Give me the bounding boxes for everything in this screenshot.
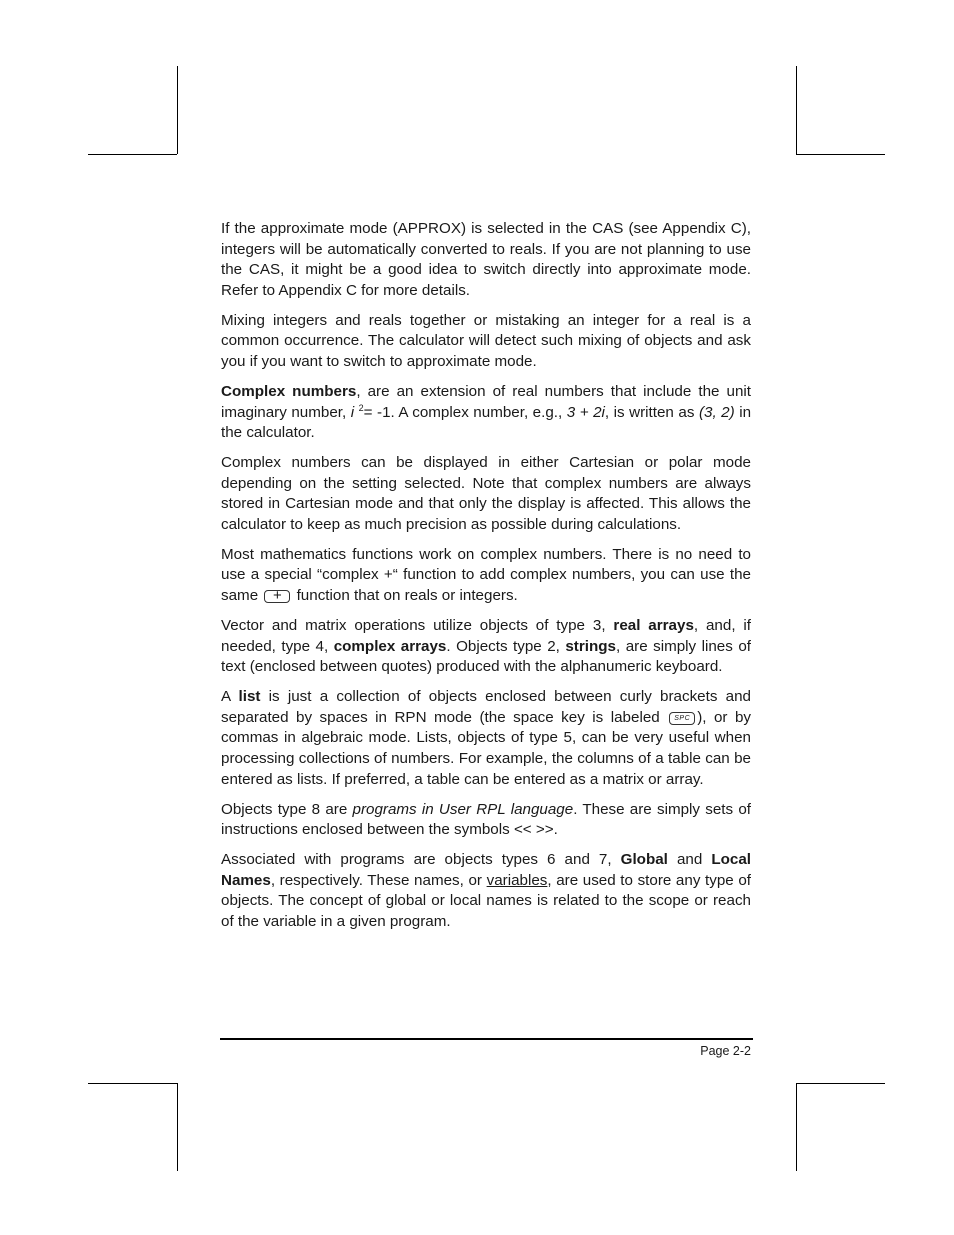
crop-mark-top-left-vertical [177, 66, 178, 154]
paragraph-names: Associated with programs are objects types 6 and 7, Global and Local Names, respectively. These names, or variables, are used to store any type of objects. The concept of global or local names is related to the scope or reach of the variable in a given program. [221, 851, 752, 930]
page-body [221, 219, 751, 942]
footer-rule [220, 1038, 753, 1040]
crop-mark-top-left-horizontal [88, 154, 177, 155]
crop-mark-bottom-left-vertical [177, 1083, 178, 1171]
page-number: Page 2-2 [700, 1044, 751, 1058]
term-complex-numbers: Complex numbers [221, 382, 357, 400]
term-global: Global [620, 851, 668, 869]
term-variables: variables [486, 871, 548, 889]
imaginary-unit: i [350, 403, 355, 421]
space-key-icon: SPC [669, 712, 695, 725]
paragraph-approx-mode: If the approximate mode (APPROX) is selected in the CAS (see Appendix C), integers will be automatically converted to reals. If you are not planning to use the CAS, it might be a good idea to switch directly into approximate mode. Refer to Appendix C for more details. [221, 220, 751, 299]
paragraph-complex-functions: Most mathematics functions work on complex numbers. There is no need to use a special “complex +“ function to add complex numbers, you can use the same + function that on reals or integers. [221, 545, 751, 605]
paragraph-programs: Objects type 8 are programs in User RPL language. These are simply sets of instructions enclosed between the symbols << >>. [221, 800, 751, 839]
term-list: list [238, 688, 261, 706]
term-real-arrays: real arrays [613, 617, 694, 635]
term-strings: strings [565, 637, 616, 655]
term-local-names: Local Names [221, 851, 751, 889]
crop-mark-bottom-right-horizontal [796, 1083, 885, 1084]
crop-mark-top-right-vertical [796, 66, 797, 154]
crop-mark-bottom-left-horizontal [88, 1083, 177, 1084]
complex-pair: (3, 2) [698, 403, 735, 421]
paragraph-lists: A list is just a collection of objects enclosed between curly brackets and separated by spaces in RPN mode (the space key is labeled SPC ), or by commas in algebraic mode. Lists, objects of type 5, can be very useful when processing collections of numbers. For example, the columns of a table can be entered as lists. If preferred, a table can be entered as a matrix or array. [221, 688, 751, 788]
term-complex-arrays: complex arrays [333, 637, 447, 655]
paragraph-complex-numbers: Complex numbers, are an extension of real numbers that include the unit imaginary number, i $^2$= -1. A complex number, e.g., 3 + 2i, is written as (3, 2) in the calculator. [221, 382, 752, 442]
crop-mark-bottom-right-vertical [796, 1083, 797, 1171]
complex-example: 3 + 2i [566, 403, 605, 421]
plus-key-icon: + [264, 590, 290, 603]
paragraph-complex-display: Complex numbers can be displayed in either Cartesian or polar mode depending on the setting selected. Note that complex numbers are always stored in Cartesian mode and that only the display is affected. This allows the calculator to keep as much precision as possible during calculations. [221, 454, 751, 533]
exponent: 2 [358, 402, 364, 413]
term-programs: programs in User RPL language [352, 800, 574, 818]
paragraph-mixing-integers-reals: Mixing integers and reals together or mistaking an integer for a real is a common occurrence. The calculator will detect such mixing of objects and ask you if you want to switch to approximate mode. [221, 311, 751, 370]
crop-mark-top-right-horizontal [796, 154, 885, 155]
paragraph-arrays-strings: Vector and matrix operations utilize objects of type 3, real arrays, and, if needed, type 4, complex arrays. Objects type 2, strings, are simply lines of text (enclosed between quotes) produced with the alphanumeric keyboard. [221, 617, 751, 676]
